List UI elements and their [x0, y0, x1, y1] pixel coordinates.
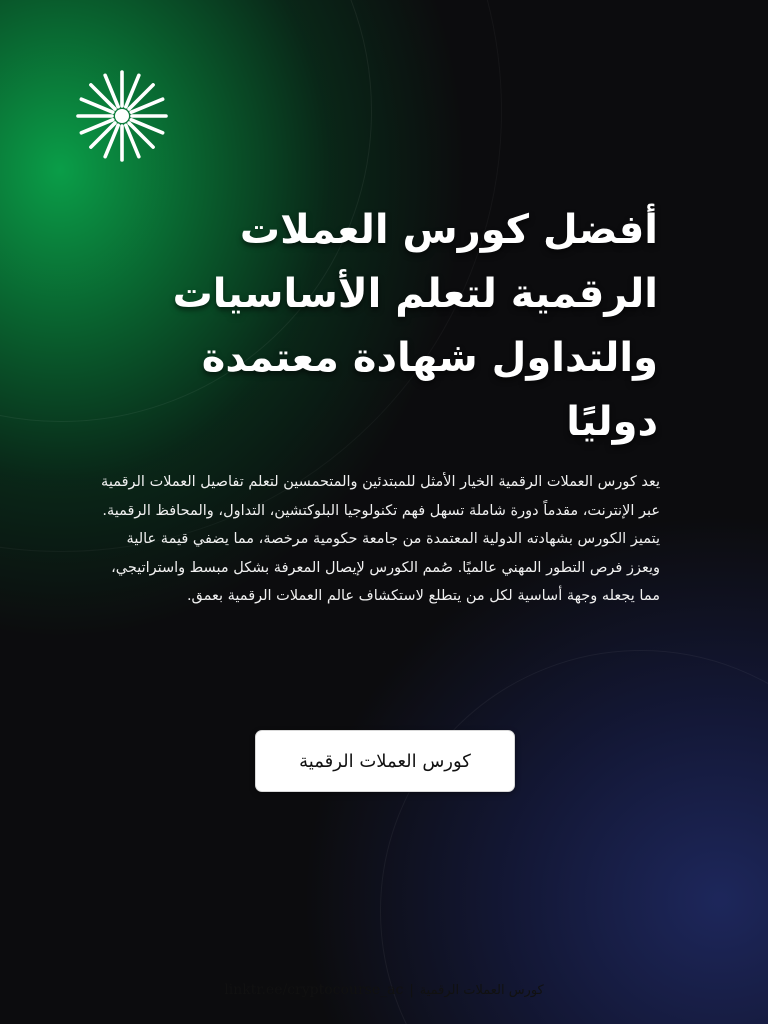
- decorative-ring: [380, 650, 768, 1024]
- hero-description: يعد كورس العملات الرقمية الخيار الأمثل للمبتدئين والمتحمسين لتعلم تفاصيل العملات الرقمية عبر الإنترنت، مقدماً دورة شاملة تسهل فهم تكنولوجيا البلوكتشين، التداول، والمحافظ الرقمية. يتميز الكورس بشهادته الدولية المعتمدة من جامعة حكومية مرخصة، مما يضفي قيمة عالية ويعزز فرص التطور المهني عالميًا. صُمم الكورس لإيصال المعرفة بشكل مبسط واستراتيجي، مما يجعله وجهة أساسية لكل من يتطلع لاستكشاف عالم العملات الرقمية بعمق.: [101, 474, 660, 604]
- crypto-course-button[interactable]: كورس العملات الرقمية: [255, 730, 515, 792]
- hero-title: أفضل كورس العملات الرقمية لتعلم الأساسيات والتداول شهادة معتمدة دوليًا: [172, 207, 658, 445]
- starburst-icon: [76, 70, 168, 162]
- footer-name: كورس العملات الرقمية: [419, 983, 544, 998]
- footer-link[interactable]: linktr.ee/cryptocourse_ac: [224, 982, 404, 998]
- footer: [0, 982, 768, 998]
- footer-separator: |: [409, 983, 414, 998]
